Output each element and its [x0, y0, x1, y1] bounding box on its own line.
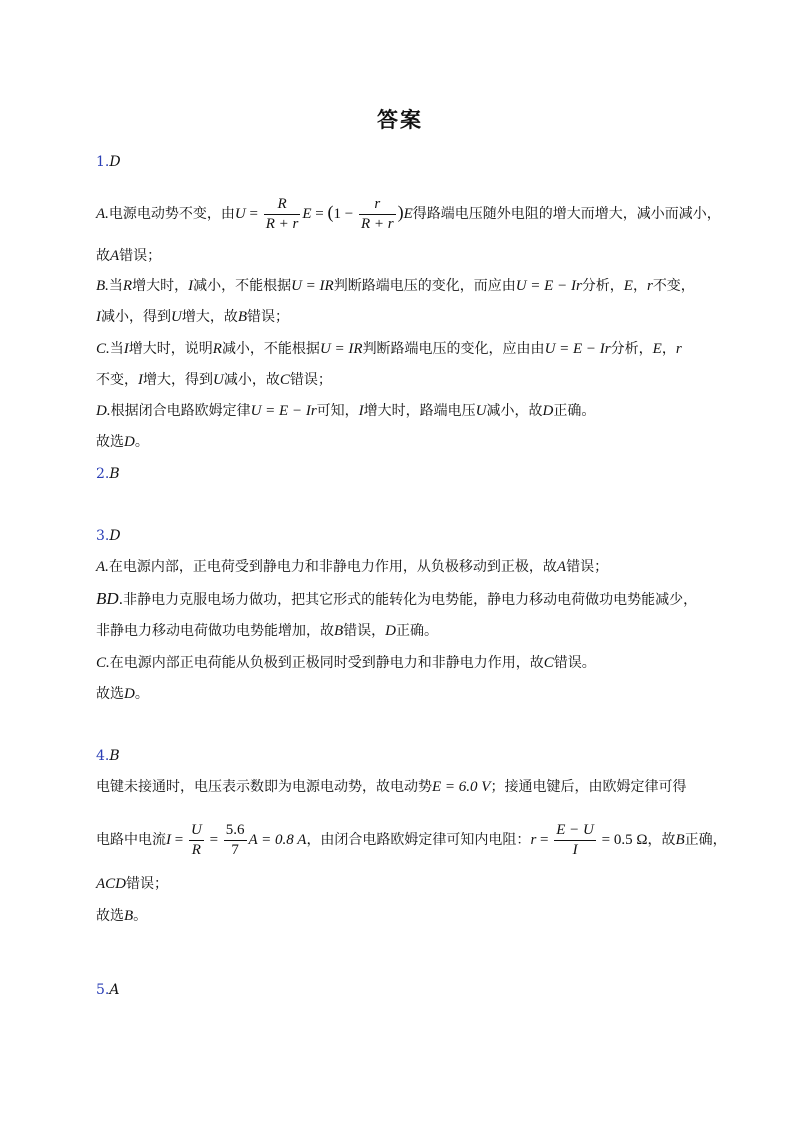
q4-fraction-2: $\frac{5.6}{7}$ [225, 821, 245, 858]
q5-answer: A [109, 982, 120, 998]
q1-option-a-line1: A.电源电动势不变，由U = $\frac{R}{R + r}$ E = (1 − $\frac{r}{R + r}$ )E得路端电压随外电阻的增大而增大，减小而减小， [96, 195, 721, 232]
q4-answer: B [109, 748, 120, 764]
q2-answer: B [109, 466, 120, 482]
q2-number: 2. [96, 466, 110, 482]
q1-option-b-line1: B.当R增大时，I减小，不能根据U = IR判断路端电压的变化，而应由U = E − Ir分析，E，r不变， [96, 278, 695, 294]
q4-selection: 故选B。 [96, 908, 148, 924]
q1-fraction-2: $\frac{r}{R + r}$ [360, 195, 394, 232]
q3-option-bd-line2: 非静电力移动电荷做功电势能增加，故B错误，D正确。 [96, 623, 439, 639]
q1-option-c-line1: C.当I增大时，说明R减小，不能根据U = IR判断路端电压的变化，应由由U = E − Ir分析，E，r [96, 341, 682, 357]
q4-line1: 电键未接通时，电压表示数即为电源电动势，故电动势E = 6.0 V；接通电键后，由欧姆定律可得 [96, 779, 687, 795]
q4-line3: ACD错误； [96, 876, 168, 892]
q4-header [96, 746, 120, 766]
q4-fraction-1: $\frac{U}{R}$ [190, 821, 202, 858]
q3-selection: 故选D。 [96, 686, 149, 702]
q1-option-a-line2: 故A错误； [96, 248, 162, 264]
q3-number: 3. [96, 528, 110, 544]
q5-number: 5. [96, 982, 110, 998]
q5-header [96, 980, 119, 1000]
q4-line2: 电路中电流I = $\frac{U}{R}$ = $\frac{5.6}{7}$ A = 0.8 A，由闭合电路欧姆定律可知内电阻：r = $\frac{E - U}{I}$ = 0.5 Ω，故B正确， [96, 821, 727, 858]
q1-option-d: D.根据闭合电路欧姆定律U = E − Ir可知，I增大时，路端电压U减小，故D正确。 [96, 403, 596, 419]
q1-option-c-line2: 不变，I增大，得到U减小，故C错误； [96, 372, 332, 388]
q3-option-bd-line1: BD.非静电力克服电场力做功，把其它形式的能转化为电势能，静电力移动电荷做功电势能减少， [96, 589, 698, 608]
q4-fraction-3: $\frac{E - U}{I}$ [556, 821, 594, 858]
q3-option-c: C.在电源内部正电荷能从负极到正极同时受到静电力和非静电力作用，故C错误。 [96, 655, 596, 671]
q1-answer: D [109, 154, 121, 170]
q1-option-b-line2: I减小，得到U增大，故B错误； [96, 309, 290, 325]
q3-header [96, 526, 121, 546]
q1-selection: 故选D。 [96, 434, 149, 450]
q1-header [96, 152, 121, 172]
page-title: 答案 [377, 108, 423, 132]
q3-answer: D [109, 528, 121, 544]
q2-header [96, 464, 120, 484]
q1-number: 1. [96, 154, 110, 170]
q4-number: 4. [96, 748, 110, 764]
q3-option-a: A.在电源内部，正电荷受到静电力和非静电力作用，从负极移动到正极，故A错误； [96, 559, 609, 575]
q1-fraction-1: $\frac{R}{R + r}$ [265, 195, 299, 232]
